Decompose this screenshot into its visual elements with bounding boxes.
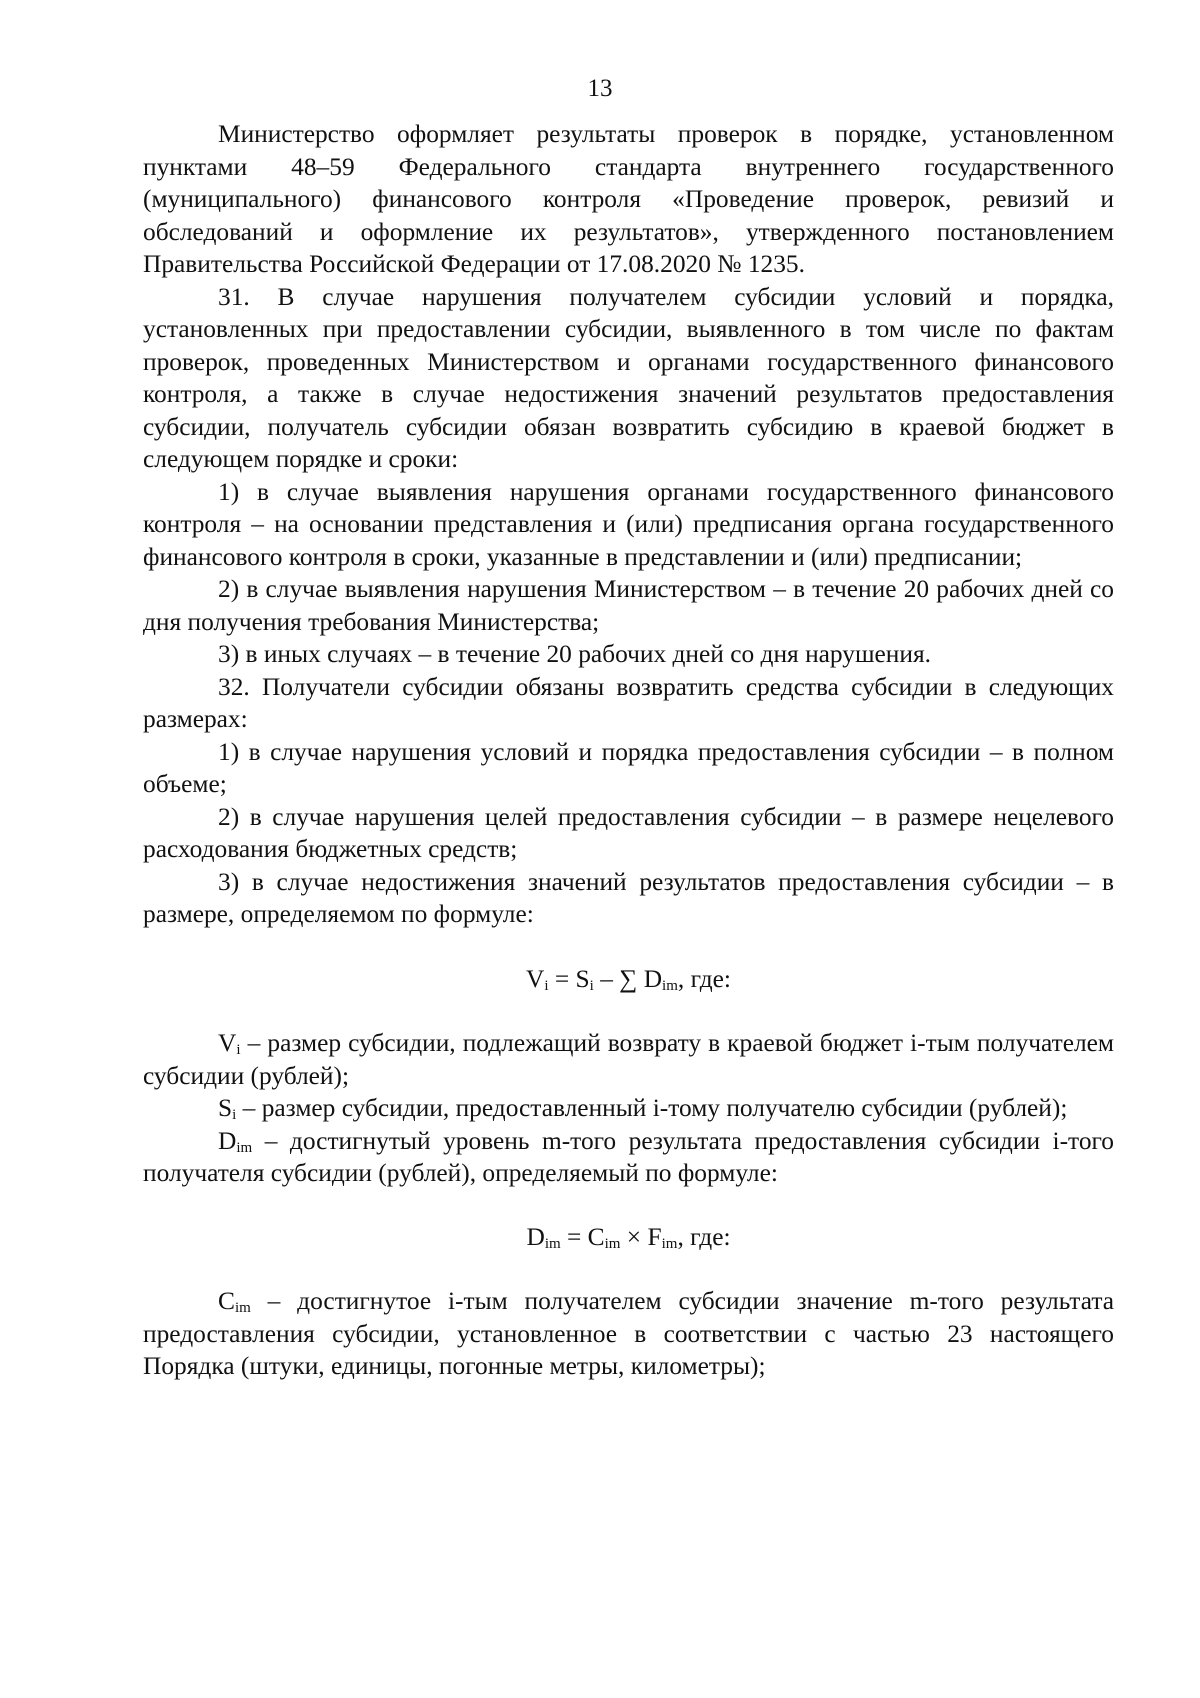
formula-subscript: im <box>604 1235 621 1252</box>
definition-text: – размер субсидии, предоставленный i-тому получателю субсидии (рублей); <box>236 1094 1068 1122</box>
formula-symbol-d: D <box>526 1222 545 1251</box>
paragraph-clause-32-item-3: 3) в случае недостижения значений результатов предоставления субсидии – в размере, определяемом по формуле: <box>143 867 1114 928</box>
formula-subscript: im <box>661 1235 678 1252</box>
formula-subscript: im <box>544 1235 561 1252</box>
definition-symbol: D <box>218 1126 237 1155</box>
definition-vi <box>143 1027 1114 1092</box>
formula-operator: = <box>548 964 576 993</box>
paragraph-ministry-inspection-results: Министерство оформляет результаты проверок в порядке, установленном пунктами 48–59 Федерального стандарта внутреннего государственного (муниципального) финансового контроля «Проведение проверок, ревизий и обследований и оформление их результатов», утвержденного постановлением Правительства Российской Федерации от 17.08.2020 № 1235. <box>143 120 1114 278</box>
definition-subscript: im <box>236 1139 253 1156</box>
formula-tail: , где: <box>677 964 731 993</box>
paragraph-clause-31: 31. В случае нарушения получателем субсидии условий и порядка, установленных при предоставлении субсидии, выявленного в том числе по фактам проверок, проведенных Министерством и органами государственного финансового контроля, а также в случае недостижения значений результатов предоставления субсидии, получатель субсидии обязан возвратить субсидию в краевой бюджет в следующем порядке и сроки: <box>143 282 1114 473</box>
page-number: 13 <box>587 75 613 102</box>
paragraph-clause-32-item-1: 1) в случае нарушения условий и порядка предоставления субсидии – в полном объеме; <box>143 737 1114 798</box>
definition-si <box>143 1092 1114 1125</box>
paragraph-clause-31-item-1: 1) в случае выявления нарушения органами государственного финансового контроля – на основании представления и (или) предписания органа государственного финансового контроля в сроки, указанные в представлении и (или) предписании; <box>143 477 1114 571</box>
definition-cim <box>143 1285 1114 1383</box>
document-body <box>143 118 1114 1383</box>
formula-symbol-f: F <box>647 1222 662 1251</box>
definition-subscript: i <box>236 1042 241 1058</box>
definition-dim <box>143 1125 1114 1190</box>
definition-text: – достигнутое i-тым получателем субсидии значение m-того результата предоставления субсидии, установленное в соответствии с частью 23 настоящего Порядка (штуки, единицы, погонные метры, километры); <box>143 1287 1114 1380</box>
definition-subscript: i <box>232 1107 237 1123</box>
formula-symbol-c: C <box>587 1222 605 1251</box>
formula-tail: , где: <box>677 1222 731 1251</box>
formula-symbol-d: D <box>643 964 663 993</box>
definition-text: – размер субсидии, подлежащий возврату в краевой бюджет i-тым получателем субсидии (рублей); <box>143 1029 1114 1090</box>
formula-symbol-v: V <box>526 964 545 993</box>
definition-subscript: im <box>234 1300 251 1316</box>
formula-symbol-s: S <box>575 964 590 993</box>
definition-text: – достигнутый уровень m-того результата предоставления субсидии i-того получателя субсидии (рублей), определяемый по формуле: <box>143 1126 1114 1187</box>
definition-symbol: V <box>218 1029 237 1057</box>
formula-operator: – ∑ <box>593 964 644 993</box>
formula-refund-amount <box>143 963 1114 996</box>
formula-achieved-level <box>143 1221 1114 1254</box>
formula-operator: × <box>620 1222 648 1251</box>
definition-symbol: S <box>218 1094 233 1122</box>
paragraph-clause-32: 32. Получатели субсидии обязаны возвратить средства субсидии в следующих размерах: <box>143 672 1114 733</box>
paragraph-clause-32-item-2: 2) в случае нарушения целей предоставления субсидии – в размере нецелевого расходования бюджетных средств; <box>143 802 1114 863</box>
formula-subscript: i <box>544 977 549 994</box>
formula-operator: = <box>560 1222 588 1251</box>
paragraph-clause-31-item-3: 3) в иных случаях – в течение 20 рабочих дней со дня нарушения. <box>218 640 932 668</box>
paragraph-clause-31-item-2: 2) в случае выявления нарушения Министерством – в течение 20 рабочих дней со дня получения требования Министерства; <box>143 575 1114 636</box>
formula-subscript: i <box>589 977 594 994</box>
definition-symbol: C <box>218 1287 235 1315</box>
formula-subscript: im <box>662 977 678 994</box>
